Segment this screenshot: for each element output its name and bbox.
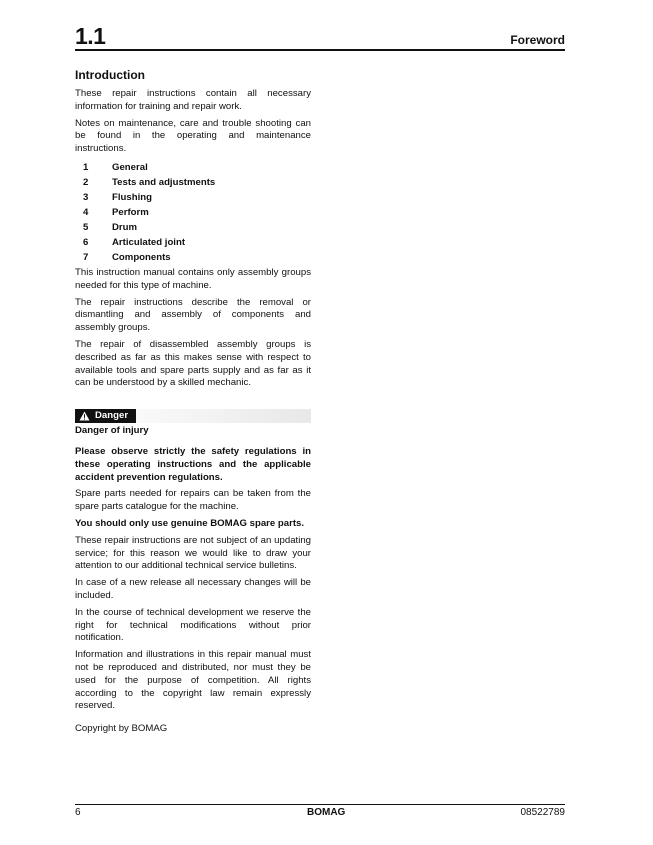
copyright-line: Copyright by BOMAG (75, 723, 168, 735)
page-header (75, 24, 565, 51)
document-number: 08522789 (520, 807, 565, 818)
chapter-label: Flushing (112, 191, 152, 203)
new-release-paragraph: In case of a new release all necessary changes will be included. (75, 577, 311, 601)
warning-triangle-icon (79, 411, 90, 421)
spare-parts-paragraph: Spare parts needed for repairs can be taken from the spare parts catalogue for the machine. (75, 488, 311, 513)
header-title: Foreword (510, 33, 565, 47)
chapter-item (75, 235, 311, 250)
chapter-number: 1 (83, 161, 89, 173)
copyright-paragraph: Information and illustrations in this repair manual must not be reproduced and distributed, nor must they be used for the purpose of competition. All rights according to the copyright law remain expressly reserved. (75, 649, 311, 712)
assembly-groups-paragraph: This instruction manual contains only assembly groups needed for this type of machine. (75, 266, 311, 291)
intro-paragraph: These repair instructions contain all necessary information for training and repair work. (75, 88, 311, 112)
chapter-number: 7 (83, 251, 89, 263)
danger-title: Danger of injury (75, 425, 149, 437)
chapter-item (75, 220, 311, 235)
danger-banner (75, 409, 311, 423)
chapter-label: Components (112, 251, 171, 263)
chapter-item (75, 250, 311, 265)
chapter-number: 6 (83, 236, 89, 248)
chapter-item (75, 190, 311, 205)
chapter-label: Articulated joint (112, 236, 186, 248)
chapter-number: 4 (83, 206, 89, 218)
chapter-label: Perform (112, 206, 149, 218)
repair-scope-paragraph: The repair of disassembled assembly groups is described as far as this makes sense with respect to available tools and spare parts supply and as far as it can be understood by a skilled mechanic. (75, 338, 311, 389)
footer-brand: BOMAG (307, 807, 346, 818)
removal-paragraph: The repair instructions describe the removal or dismantling and assembly of components and assembly groups. (75, 296, 311, 334)
chapter-list (75, 160, 311, 265)
chapter-item (75, 175, 311, 190)
chapter-number: 3 (83, 191, 89, 203)
chapter-item (75, 160, 311, 175)
safety-instruction: Please observe strictly the safety regulations in these operating instructions and the applicable accident prevention regulations. (75, 445, 311, 483)
section-number: 1.1 (75, 23, 106, 49)
danger-label-text: Danger (95, 410, 129, 422)
genuine-parts-notice: You should only use genuine BOMAG spare parts. (75, 517, 305, 529)
chapter-number: 2 (83, 176, 89, 188)
update-service-paragraph: These repair instructions are not subject of an updating service; for this reason we would like to draw your attention to our additional technical service bulletins. (75, 534, 311, 572)
chapter-label: General (112, 161, 148, 173)
chapter-label: Drum (112, 221, 138, 233)
page-number: 6 (75, 807, 81, 818)
chapter-item (75, 205, 311, 220)
main-content (75, 68, 311, 740)
danger-label (75, 409, 136, 423)
chapter-label: Tests and adjustments (112, 176, 216, 188)
page-footer (75, 804, 565, 819)
section-heading: Introduction (75, 68, 145, 82)
chapter-number: 5 (83, 221, 89, 233)
maintenance-note: Notes on maintenance, care and trouble shooting can be found in the operating and maintenance instructions. (75, 117, 311, 155)
technical-modifications-paragraph: In the course of technical development we reserve the right for technical modifications without prior notification. (75, 606, 311, 644)
